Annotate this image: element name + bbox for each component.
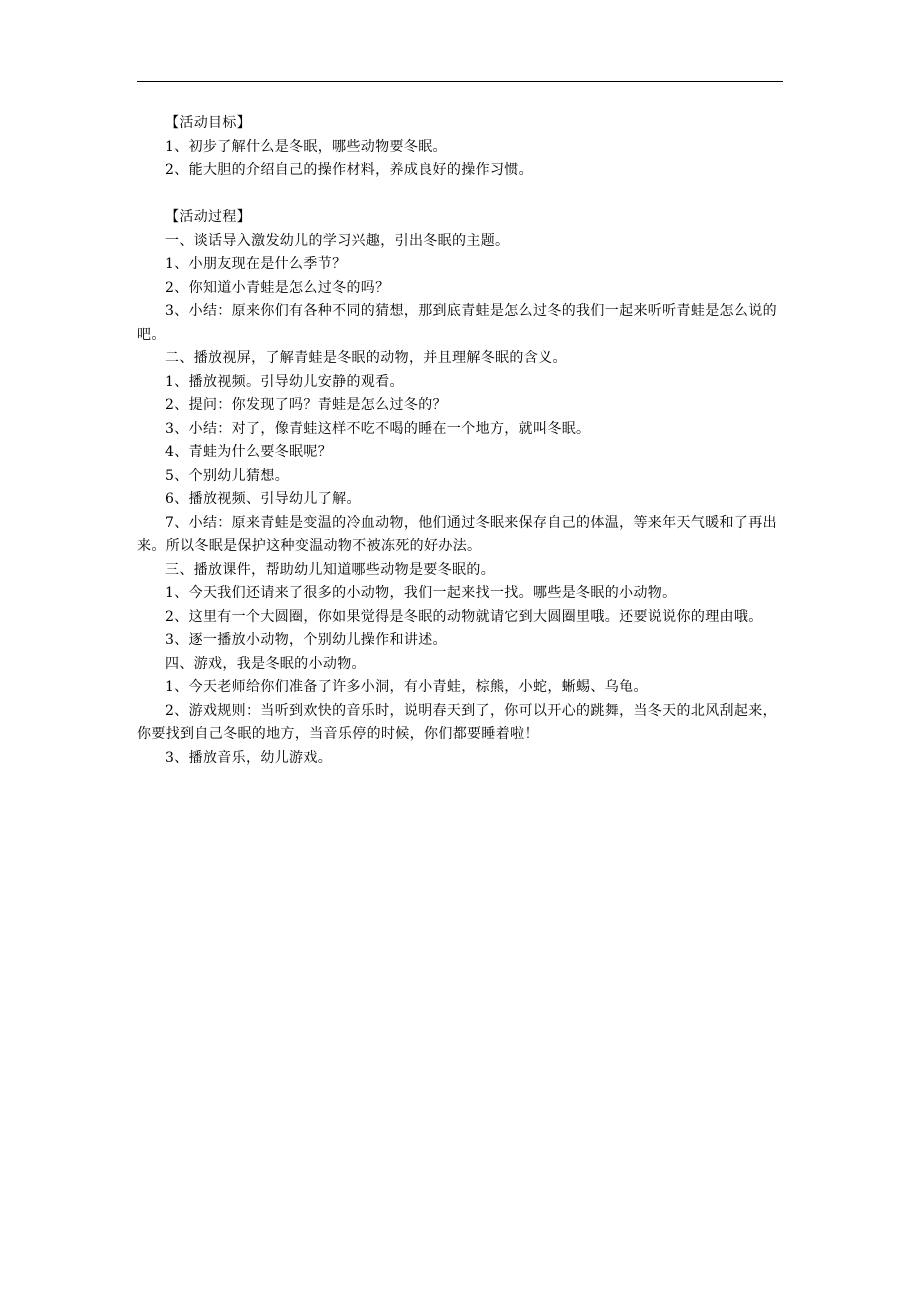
process-paragraph: 7、小结：原来青蛙是变温的冷血动物，他们通过冬眠来保存自己的体温，等来年天气暖和了再出来。所以冬眠是保护这种变温动物不被冻死的好办法。 (137, 514, 777, 554)
process-paragraph: 三、播放课件，帮助幼儿知道哪些动物是要冬眠的。 (165, 561, 496, 578)
process-paragraph: 1、小朋友现在是什么季节？ (165, 256, 347, 272)
document-body (137, 112, 783, 770)
process-paragraph: 3、小结：原来你们有各种不同的猜想，那到底青蛙是怎么过冬的我们一起来听听青蛙是怎么说的吧。 (137, 303, 777, 343)
process-paragraph: 二、播放视屏，了解青蛙是冬眠的动物，并且理解冬眠的含义。 (165, 350, 567, 366)
goal-item: 2、能大胆的介绍自己的操作材料，养成良好的操作习惯。 (165, 162, 534, 178)
process-paragraph: 1、播放视频。引导幼儿安静的观看。 (165, 373, 404, 390)
process-paragraph: 3、小结：对了，像青蛙这样不吃不喝的睡在一个地方，就叫冬眠。 (165, 420, 591, 437)
section-spacer (137, 183, 783, 207)
process-paragraph: 一、谈话导入激发幼儿的学习兴趣，引出冬眠的主题。 (165, 232, 510, 249)
goals-heading: 【活动目标】 (165, 115, 252, 131)
process-paragraph: 2、游戏规则：当听到欢快的音乐时，说明春天到了，你可以开心的跳舞，当冬天的北风刮起来，你要找到自己冬眠的地方，当音乐停的时候，你们都要睡着啦！ (137, 702, 777, 742)
process-paragraph: 5、个别幼儿猜想。 (165, 467, 290, 484)
goal-item: 1、初步了解什么是冬眠，哪些动物要冬眠。 (165, 138, 447, 155)
process-paragraph: 2、你知道小青蛙是怎么过冬的吗？ (165, 279, 390, 296)
process-paragraph: 2、这里有一个大圆圈，你如果觉得是冬眠的动物就请它到大圆圈里哦。还要说说你的理由哦。 (165, 608, 763, 625)
process-paragraph: 3、逐一播放小动物，个别幼儿操作和讲述。 (165, 632, 447, 648)
process-heading: 【活动过程】 (165, 209, 252, 225)
process-paragraph: 2、提问：你发现了吗？青蛙是怎么过冬的？ (165, 397, 447, 413)
process-paragraph: 1、今天我们还请来了很多的小动物，我们一起来找一找。哪些是冬眠的小动物。 (165, 585, 677, 601)
process-paragraph: 3、播放音乐，幼儿游戏。 (165, 749, 333, 766)
process-paragraph: 四、游戏，我是冬眠的小动物。 (165, 655, 366, 672)
process-paragraph: 1、今天老师给你们准备了许多小洞，有小青蛙，棕熊，小蛇，蜥蜴、乌龟。 (165, 679, 648, 695)
process-paragraph: 6、播放视频、引导幼儿了解。 (165, 491, 361, 507)
header-rule (137, 81, 783, 82)
process-paragraph: 4、青蛙为什么要冬眠呢？ (165, 444, 333, 460)
